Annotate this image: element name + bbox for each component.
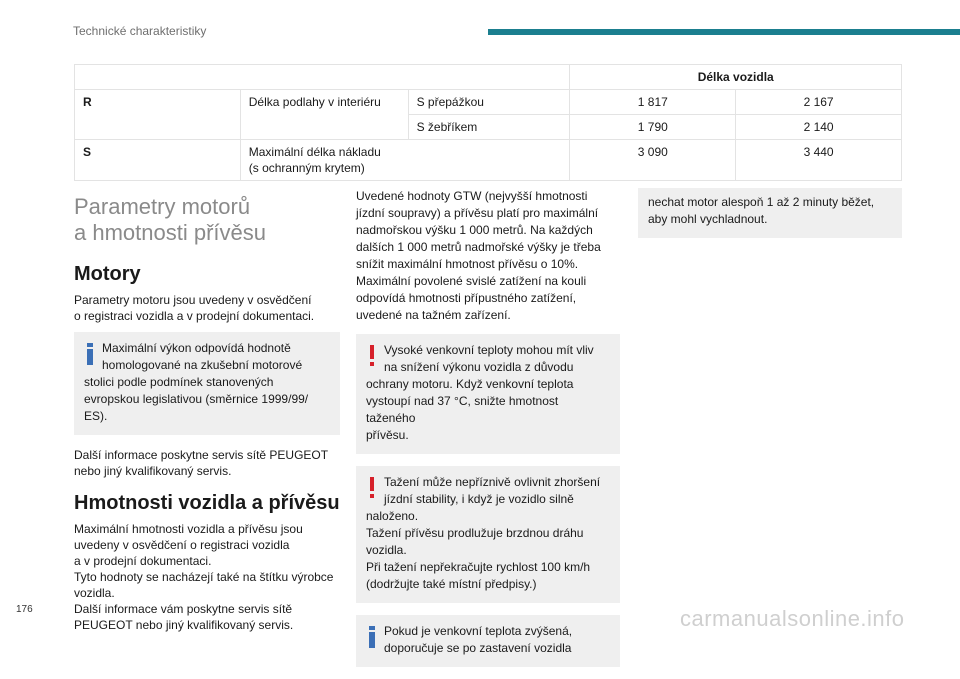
gtw-text: Uvedené hodnoty GTW (nejvyšší hmotnosti jízdní soupravy) a přívěsu platí pro maximální nadmořskou výšku 1 000 metrů. Na každých dalších 1 000 metrů nadmořské výšky je třeba snížit maximální hmotnost přívěsu o 10%. Maximální povolené svislé zatížení na kouli odpovídá hmotnosti přípustného zatížení, uvedené na tažném zařízení. xyxy=(356,189,601,322)
column-left xyxy=(74,188,340,641)
info-note-text: Pokud je venkovní teplota zvýšená, doporučuje se po zastavení vozidla xyxy=(384,624,573,655)
section-title: Parametry motorů a hmotnosti přívěsu xyxy=(74,194,266,245)
info-note-text: Maximální výkon odpovídá hodnotě homologované na zkušební motorové stolici podle podmínek stanovených evropskou legislativou (směrnice 1999/99/ ES). xyxy=(84,341,309,423)
vehicle-length-table xyxy=(74,64,902,181)
column-right xyxy=(638,188,902,250)
table-row xyxy=(75,90,902,115)
table-row xyxy=(75,140,902,181)
page-header-title: Technické charakteristiky xyxy=(73,24,207,38)
info-note-text: nechat motor alespoň 1 až 2 minuty běžet, aby mohl vychladnout. xyxy=(648,195,875,226)
warning-note xyxy=(356,466,620,603)
weights-heading: Hmotnosti vozidla a přívěsu xyxy=(74,492,340,514)
table-cell-label: Maximální délka nákladu (s ochranným krytem) xyxy=(240,140,570,181)
weights-text: Maximální hmotnosti vozidla a přívěsu jsou uvedeny v osvědčení o registraci vozidla a v prodejní dokumentaci. Tyto hodnoty se nacházejí také na štítku výrobce vozidla. Další informace vám poskytne servis sítě PEUGEOT nebo jiný kvalifikovaný servis. xyxy=(74,522,334,632)
table-cell-code: S xyxy=(75,140,241,181)
table-cell-value: 2 140 xyxy=(736,115,902,140)
header-accent-bar xyxy=(488,29,960,35)
more-info-text: Další informace poskytne servis sítě PEUGEOT nebo jiný kvalifikovaný servis. xyxy=(74,448,329,478)
engines-text: Parametry motoru jsou uvedeny v osvědčení o registraci vozidla a v prodejní dokumentaci. xyxy=(74,293,315,323)
warning-note-text: Tažení může nepříznivě ovlivnit zhoršení jízdní stability, i když je vozidlo silně naloženo. Tažení přívěsu prodlužuje brzdnou dráhu vozidla. Při tažení nepřekračujte rychlost 100 km/h (dodržujte také místní předpisy.) xyxy=(366,475,601,591)
info-icon xyxy=(368,626,376,648)
warning-icon xyxy=(368,345,376,367)
page-number: 176 xyxy=(16,604,33,615)
warning-icon xyxy=(368,477,376,499)
info-icon xyxy=(86,343,94,365)
info-note-continued xyxy=(638,188,902,238)
watermark: carmanualsonline.info xyxy=(680,606,905,631)
table-cell-sub: S přepážkou xyxy=(408,90,570,115)
table-cell-value: 1 817 xyxy=(570,90,736,115)
table-cell-value: 3 090 xyxy=(570,140,736,181)
table-cell-label: Délka podlahy v interiéru xyxy=(240,90,408,140)
warning-note-text: Vysoké venkovní teploty mohou mít vliv na snížení výkonu vozidla z důvodu ochrany motoru. Když venkovní teplota vystoupí nad 37 °C, snižte hmotnost taženého přívěsu. xyxy=(366,343,594,442)
table-cell-value: 1 790 xyxy=(570,115,736,140)
table-header-empty xyxy=(75,65,570,90)
column-middle xyxy=(356,188,620,679)
table-cell-value: 3 440 xyxy=(736,140,902,181)
table-cell-code: R xyxy=(75,90,241,140)
engines-heading: Motory xyxy=(74,263,141,285)
info-note xyxy=(74,332,340,435)
table-cell-value: 2 167 xyxy=(736,90,902,115)
table-header-vehicle-length: Délka vozidla xyxy=(570,65,902,90)
info-note xyxy=(356,615,620,667)
warning-note xyxy=(356,334,620,454)
table-header-row xyxy=(75,65,902,90)
table-cell-sub: S žebříkem xyxy=(408,115,570,140)
